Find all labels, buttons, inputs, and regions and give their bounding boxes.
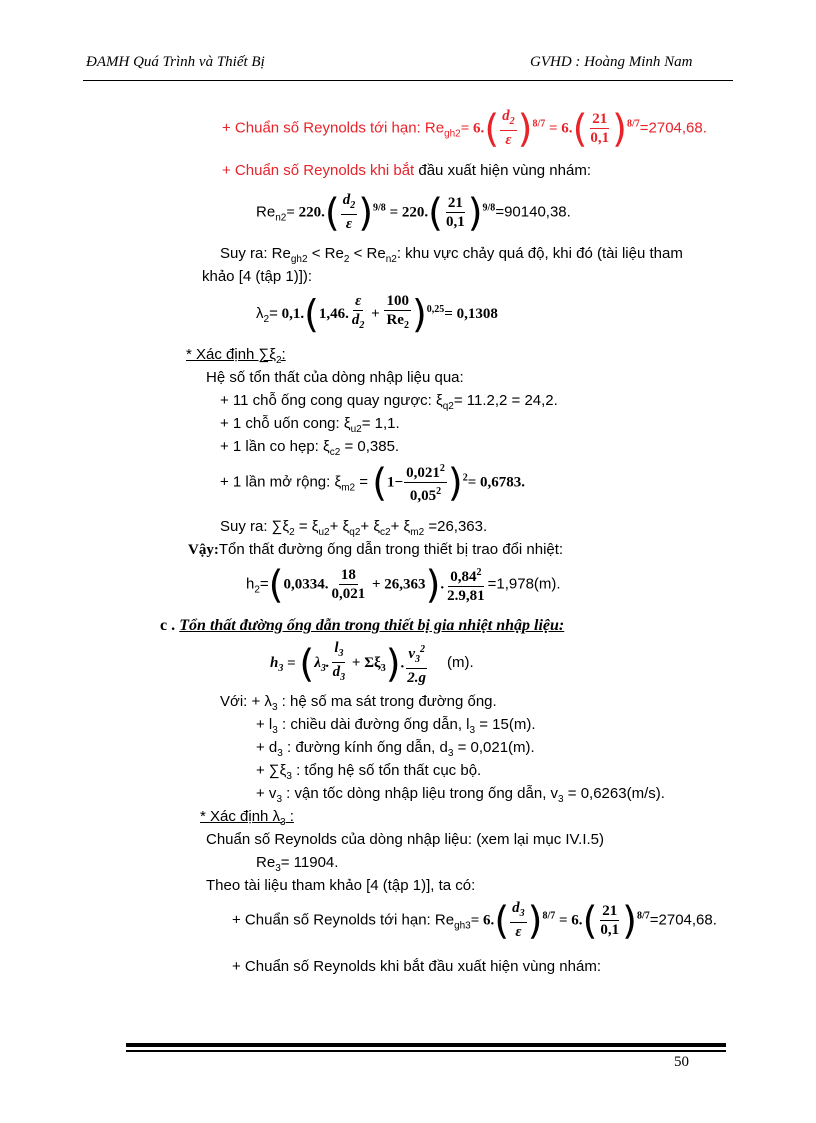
loss-coefficient-intro: Hệ số tổn thất của dòng nhập liệu qua: <box>206 369 464 386</box>
reynolds-rough-heading: + Chuẩn số Reynolds khi bắt đầu xuất hiện vùng nhám: <box>222 162 591 179</box>
page-number: 50 <box>674 1054 689 1070</box>
xi3-def: + $\sum\xi_3$ : tổng hệ số tổn thất cục bộ. <box>256 762 482 782</box>
header-rule <box>83 80 733 81</box>
curve-item: + 1 chỗ uốn cong: $\xi_{u2}= 1,1$. <box>220 415 400 435</box>
reference-line-2: Theo tài liệu tham khảo [4 (tập 1)], ta có: <box>206 877 476 894</box>
reynolds-critical-3: + Chuẩn số Reynolds tới hạn: $Re_{gh3}= 6$.( $\frac{d_3}{\varepsilon}$ )$^{8/7}$ = 6.( $\frac{21}{0,1}$ )$^{8/7}$=2704,68. <box>232 898 717 943</box>
expansion-item: + 1 lần mở rộng: $\xi_{m2} = (1-$ $\frac{0,021^2}{0,05^2}$ )$^2$= 0,6783. <box>220 460 525 505</box>
h3-formula: $h_3 = (\lambda_3$. $\frac{l_3}{d_3}$ + $\Sigma\xi_3$). $\frac{v_3^2}{2.g}$ (m). <box>270 640 474 686</box>
header-left: ĐAMH Quá Trình và Thiết Bị <box>86 54 265 70</box>
header-right: GVHD : Hoàng Minh Nam <box>530 54 693 70</box>
l3-def: + $l_3$ : chiều dài đường ống dẫn, $l_3 = 15(m)$. <box>256 716 536 736</box>
bend-item: + 11 chỗ ống cong quay ngược: $\xi_{q2}= 11.2,2 = 24,2$. <box>220 392 558 412</box>
section-c-heading: c . Tổn thất đường ống dẫn trong thiết bị gia nhiệt nhập liệu: <box>160 617 565 634</box>
lambda3-def: Với: + $\lambda_3$ : hệ số ma sát trong đường ống. <box>220 693 497 713</box>
v3-def: + $v_3$ : vận tốc dòng nhập liệu trong ống dẫn, $v_3 = 0,6263(m/s)$. <box>256 785 665 805</box>
conclusion-line: Suy ra: $Re_{gh2} < Re_2 < Re_{n2}$: khu vực chảy quá độ, khi đó (tài liệu tham <box>220 245 683 265</box>
conclusion-heading: Vậy:Tổn thất đường ống dẫn trong thiết bị trao đổi nhiệt: <box>188 541 564 558</box>
footer-rule-thick <box>126 1043 726 1047</box>
footer-rule-thin <box>126 1050 726 1052</box>
re3-value: $Re_3= 11904$. <box>256 854 339 874</box>
d3-def: + $d_3$ : đường kính ống dẫn, $d_3 = 0,021(m)$. <box>256 739 535 759</box>
reference-line: khảo [4 (tập 1)]): <box>202 268 313 285</box>
sum-xi-result: Suy ra: $\sum\xi_2 = \xi_{u2}+ \xi_{q2}+ \xi_{c2}+ \xi_{m2} =26,363$. <box>220 518 488 538</box>
section-sum-xi: * Xác định $\sum\xi_2$: <box>186 346 286 366</box>
section-lambda3: * Xác định $\lambda_3$ : <box>200 808 294 828</box>
reynolds-intro: Chuẩn số Reynolds của dòng nhập liệu: (xem lại mục IV.I.5) <box>206 831 605 848</box>
lambda2-formula: $\lambda_2= 0,1.(1,46$. $\frac{\varepsilon}{d_2}$ + $\frac{100}{Re_2}$ )$^{0,25}$= 0,1308 <box>256 292 498 336</box>
reynolds-rough-heading-3: + Chuẩn số Reynolds khi bắt đầu xuất hiện vùng nhám: <box>232 958 601 975</box>
contraction-item: + 1 lần co hẹp: $\xi_{c2} = 0,385$. <box>220 438 400 458</box>
h2-formula: $h_2=(0,0334$. $\frac{18}{0,021}$ + 26,363). $\frac{0,84^2}{2.9,81}$ =1,978(m). <box>246 562 561 607</box>
reynolds-rough-formula: $Re_{n2}= 220$.( $\frac{d_2}{\varepsilon}$ )$^{9/8}$ = 220.( $\frac{21}{0,1}$ )$^{9/8}$=90140,38. <box>256 190 571 235</box>
reynolds-critical-line: + Chuẩn số Reynolds tới hạn: $Re_{gh2}= 6$.( $\frac{d_2}{\varepsilon}$ )$^{8/7}$ = 6.( $\frac{21}{0,1}$ )$^{8/7}$=2704,68. <box>222 106 707 151</box>
